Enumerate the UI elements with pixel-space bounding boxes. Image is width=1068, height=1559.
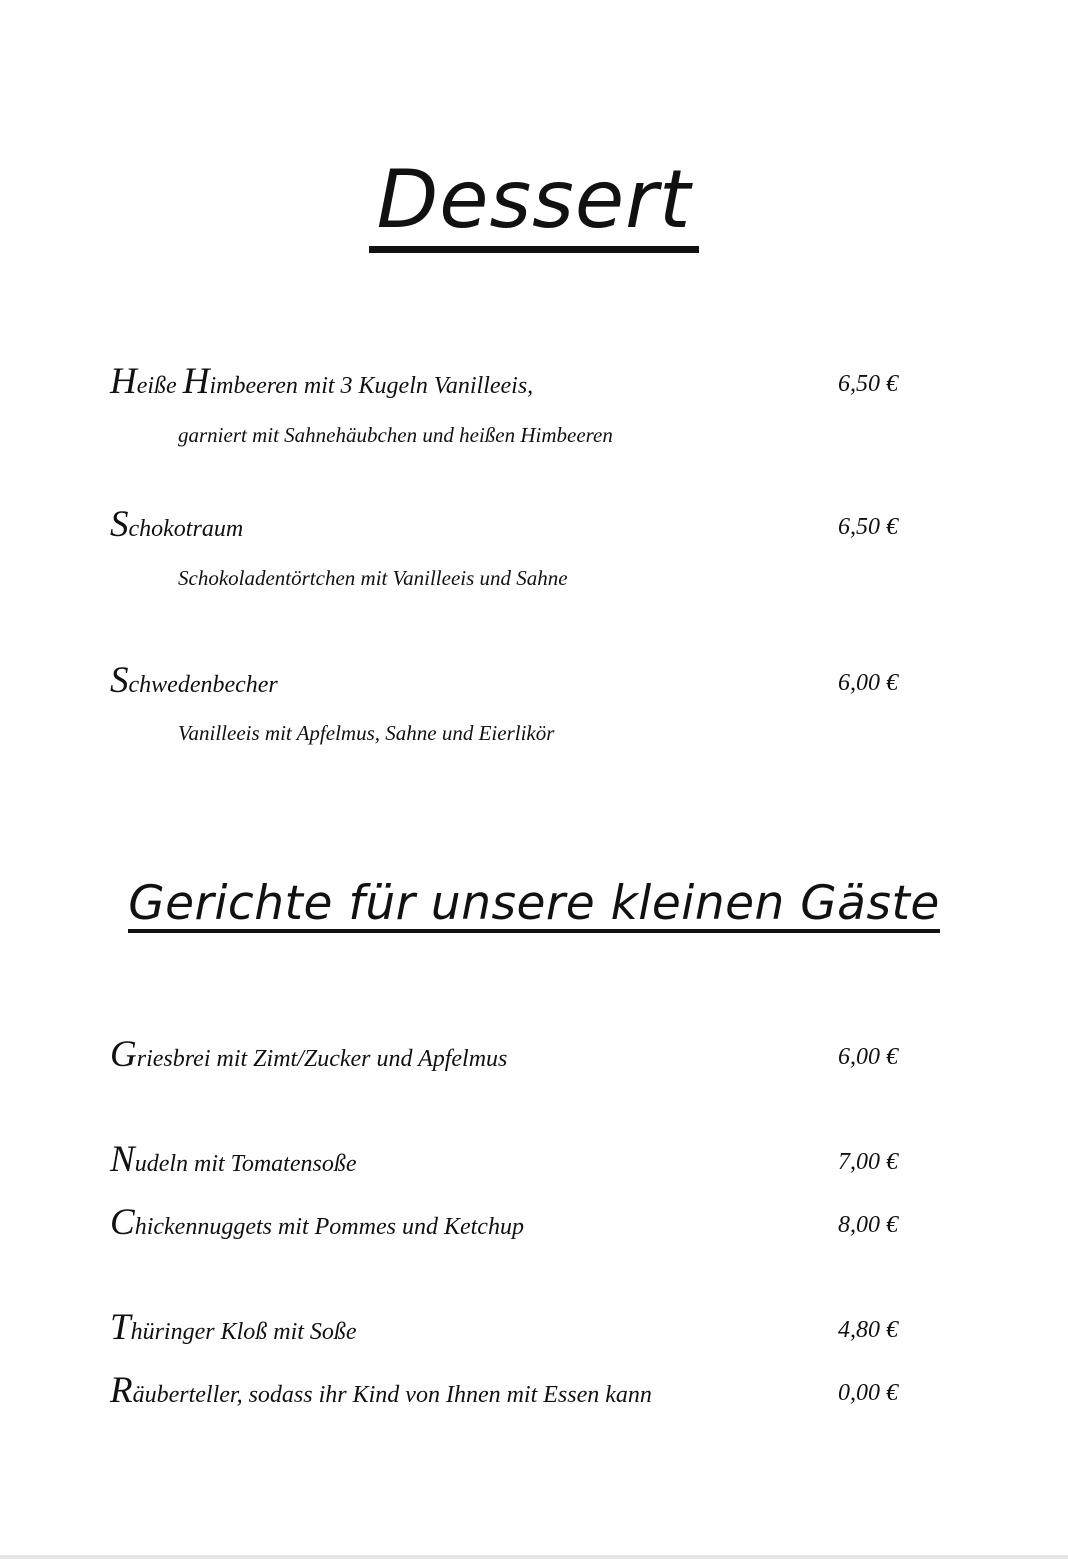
menu-item-name — [110, 662, 278, 699]
name-initial: R — [110, 1370, 133, 1411]
name-initial: H — [182, 361, 210, 402]
menu-item-price: 7,00 € — [838, 1149, 898, 1175]
name-initial: T — [110, 1307, 131, 1348]
name-rest: eiße — [136, 373, 183, 399]
menu-item-name — [110, 1036, 507, 1073]
name-initial: H — [110, 361, 137, 402]
name-rest: udeln mit Tomatensoße — [134, 1151, 357, 1177]
name-initial: N — [110, 1139, 135, 1180]
name-rest: äuberteller, sodass ihr Kind von Ihnen mit Essen kann — [132, 1382, 652, 1408]
menu-item-description: garniert mit Sahnehäubchen und heißen Himbeeren — [178, 423, 613, 447]
page-bottom-edge — [0, 1555, 1068, 1559]
name-initial: G — [110, 1034, 137, 1075]
name-rest: chwedenbecher — [128, 672, 278, 698]
menu-item-price: 0,00 € — [838, 1380, 898, 1406]
menu-item-price: 6,50 € — [838, 371, 898, 397]
menu-item-description: Vanilleeis mit Apfelmus, Sahne und Eierlikör — [178, 721, 555, 745]
menu-item-price: 6,00 € — [838, 670, 898, 696]
menu-item-name — [110, 1204, 524, 1241]
name-rest: hüringer Kloß mit Soße — [130, 1319, 357, 1345]
menu-item-name — [110, 363, 533, 400]
menu-item-price: 8,00 € — [838, 1212, 898, 1238]
name-initial: C — [110, 1202, 135, 1243]
name-rest: imbeeren mit 3 Kugeln Vanilleeis, — [209, 373, 534, 399]
name-rest: hickennuggets mit Pommes und Ketchup — [134, 1214, 524, 1240]
name-initial: S — [110, 504, 129, 545]
dessert-title-text: Dessert — [369, 160, 700, 253]
menu-item-description: Schokoladentörtchen mit Vanilleeis und Sahne — [178, 566, 568, 590]
dessert-section-title — [0, 153, 1068, 253]
menu-item-name — [110, 1141, 356, 1178]
menu-item-price: 6,50 € — [838, 514, 898, 540]
menu-item-name — [110, 1309, 357, 1346]
name-initial: S — [110, 660, 129, 701]
menu-item-name — [110, 1372, 652, 1409]
menu-item-price: 4,80 € — [838, 1317, 898, 1343]
name-rest: riesbrei mit Zimt/Zucker und Apfelmus — [136, 1046, 508, 1072]
name-rest: chokotraum — [128, 516, 244, 542]
menu-item-name — [110, 506, 243, 543]
kids-title-text: Gerichte für unsere kleinen Gäste — [128, 876, 940, 931]
kids-section-title — [0, 876, 1068, 933]
menu-item-price: 6,00 € — [838, 1044, 898, 1070]
